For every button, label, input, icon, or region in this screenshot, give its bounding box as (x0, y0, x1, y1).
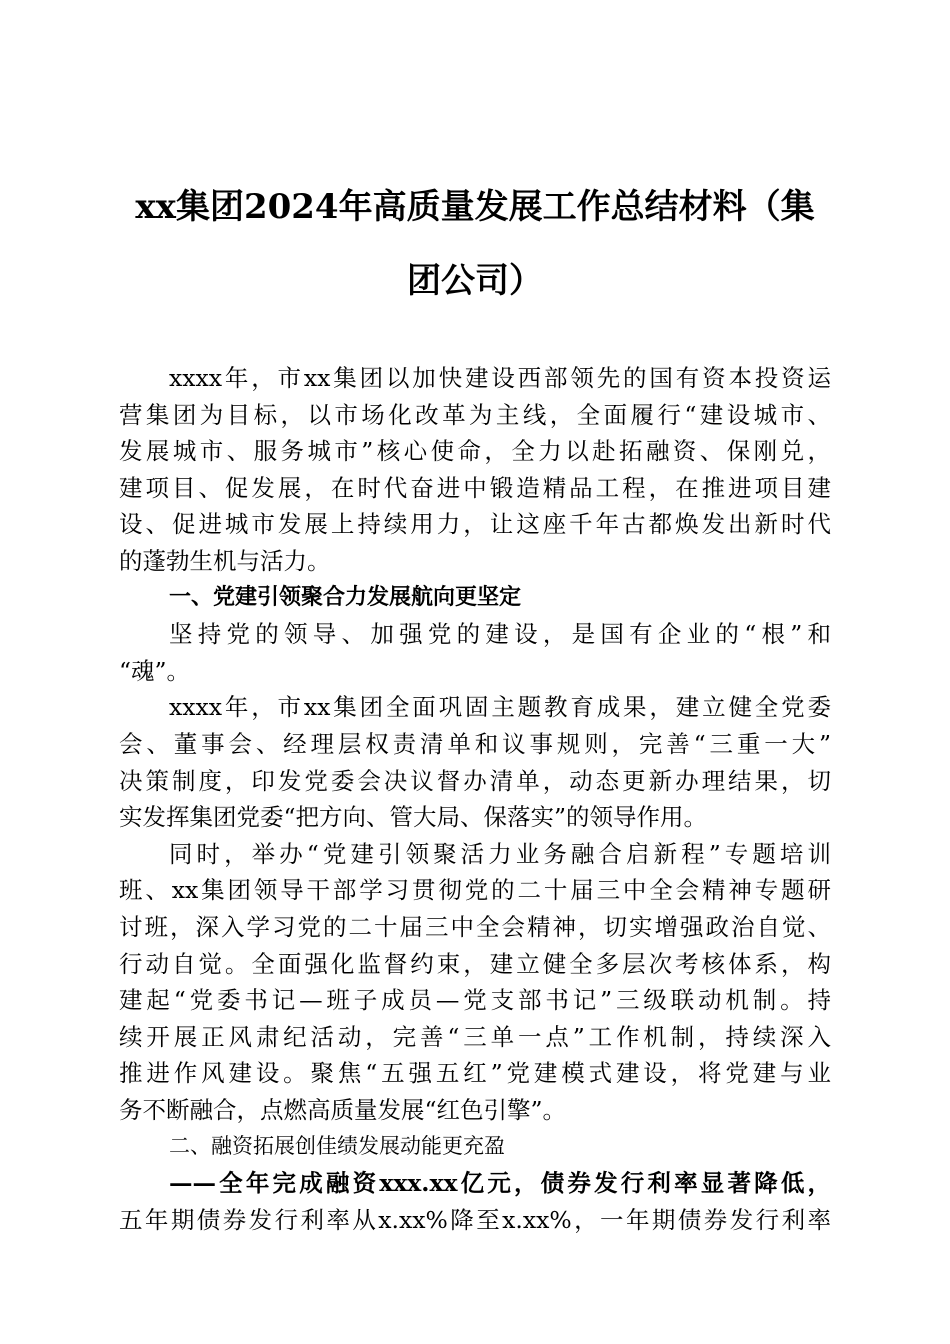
paragraph-line: 班、xx集团领导干部学习贯彻党的二十届三中全会精神专题研 (119, 876, 831, 905)
title-line-2: 团公司） (407, 261, 543, 301)
paragraph-line: xxxx年，市xx集团全面巩固主题教育成果，建立健全党委 (169, 693, 831, 722)
paragraph-line: 推进作风建设。聚焦“五强五红”党建模式建设，将党建与业 (119, 1059, 831, 1088)
document-title (120, 170, 830, 318)
paragraph-line: xxxx年，市xx集团以加快建设西部领先的国有资本投资运 (169, 364, 831, 392)
paragraph-line: 坚持党的领导、加强党的建设，是国有企业的“根”和 (169, 620, 831, 649)
paragraph-line: 五年期债券发行利率从x.xx%降至x.xx%，一年期债券发行利率 (119, 1205, 831, 1234)
document-body (119, 360, 831, 1238)
paragraph-line: 建项目、促发展，在时代奋进中锻造精品工程，在推进项目建 (119, 473, 831, 502)
paragraph-lead-bold: ——全年完成融资xxx.xx亿元，债券发行利率显著降低， (169, 1169, 831, 1198)
paragraph-line: 续开展正风肃纪活动，完善“三单一点”工作机制，持续深入 (119, 1022, 831, 1051)
paragraph-line: 建起“党委书记—班子成员—党支部书记”三级联动机制。持 (119, 986, 831, 1015)
section-2-heading: 二、融资拓展创佳绩发展动能更充盈 (169, 1134, 505, 1159)
paragraph-line: 决策制度，印发党委会决议督办清单，动态更新办理结果，切 (119, 766, 831, 795)
section-1-paragraph-1 (119, 616, 831, 689)
paragraph-line: 务不断融合，点燃高质量发展“红色引擎”。 (119, 1095, 567, 1124)
paragraph-line: “魂”。 (119, 656, 191, 685)
section-2-paragraph-1 (119, 1165, 831, 1238)
paragraph-line: 讨班，深入学习党的二十届三中全会精神，切实增强政治自觉、 (119, 912, 831, 941)
paragraph-line: 营集团为目标，以市场化改革为主线，全面履行“建设城市、 (119, 400, 831, 429)
paragraph-line: 设、促进城市发展上持续用力，让这座千年古都焕发出新时代 (119, 510, 831, 539)
paragraph-line: 发展城市、服务城市”核心使命，全力以赴拓融资、保刚兑， (119, 437, 831, 466)
paragraph-line: 同时，举办“党建引领聚活力业务融合启新程”专题培训 (169, 839, 831, 868)
title-line-1: xx集团2024年高质量发展工作总结材料（集 (135, 187, 815, 227)
paragraph-line: 的蓬勃生机与活力。 (119, 546, 331, 575)
section-1-paragraph-3 (119, 836, 831, 1129)
section-1-heading: 一、党建引领聚合力发展航向更坚定 (169, 584, 522, 610)
paragraph-line: 会、董事会、经理层权责清单和议事规则，完善“三重一大” (119, 729, 831, 758)
paragraph-line: 实发挥集团党委“把方向、管大局、保落实”的领导作用。 (119, 803, 708, 832)
section-1-paragraph-2 (119, 689, 831, 835)
intro-paragraph (119, 360, 831, 580)
paragraph-line: 行动自觉。全面强化监督约束，建立健全多层次考核体系，构 (119, 949, 831, 978)
